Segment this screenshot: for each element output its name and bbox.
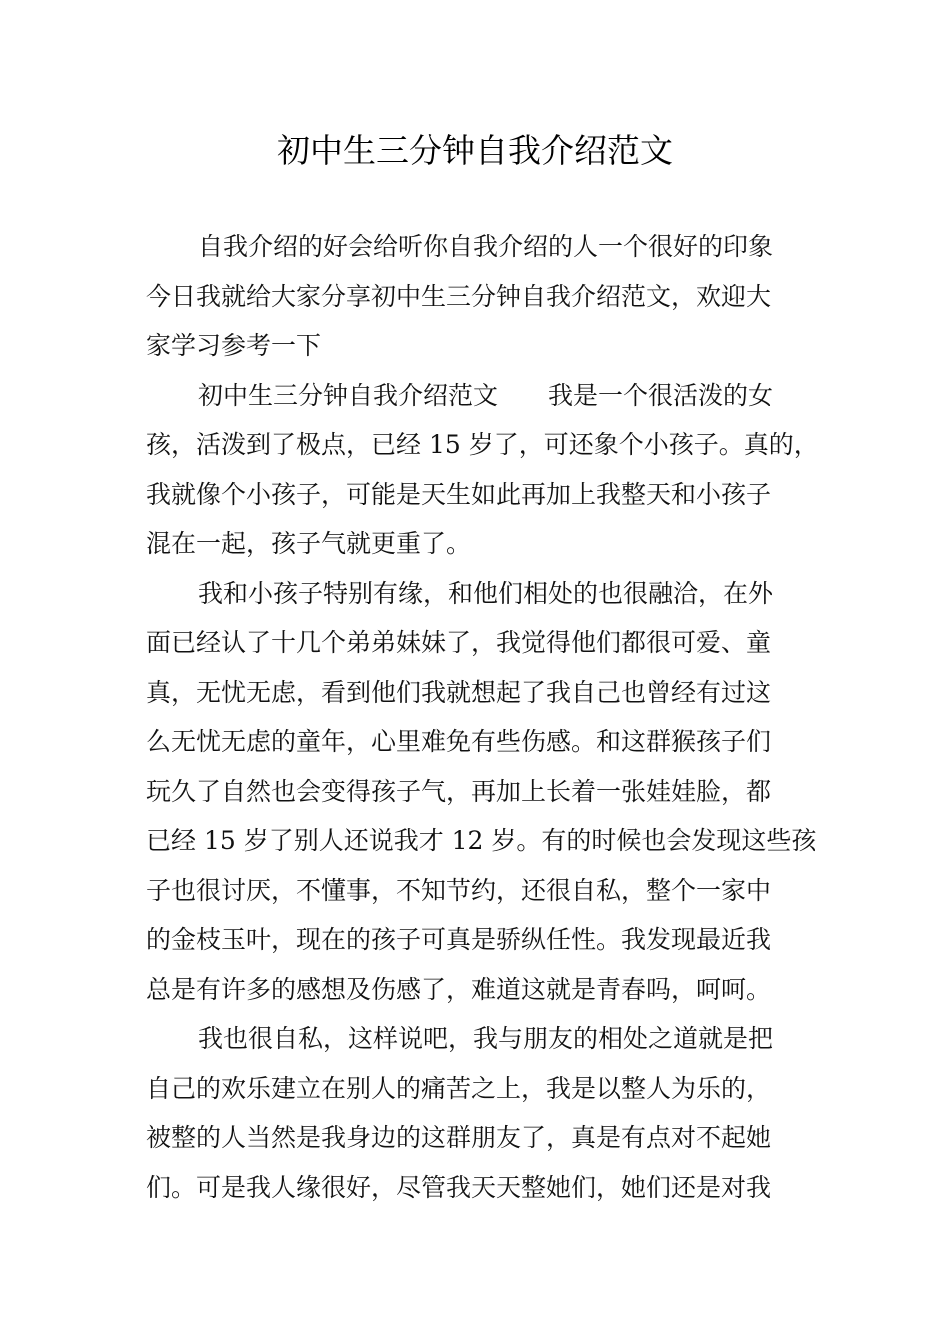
text-line: 玩久了自然也会变得孩子气，再加上长着一张娃娃脸，都	[146, 776, 772, 806]
document-title: 初中生三分钟自我介绍范文	[277, 131, 673, 170]
text-line: 孩，活泼到了极点，已经 15 岁了，可还象个小孩子。真的，	[146, 430, 819, 459]
text-line: 总是有许多的感想及伤感了，难道这就是青春吗，呵呵。	[146, 974, 772, 1004]
text-line: 的金枝玉叶，现在的孩子可真是骄纵任性。我发现最近我	[146, 925, 772, 954]
text-line: 自己的欢乐建立在别人的痛苦之上，我是以整人为乐的，	[146, 1073, 772, 1103]
text-line: 面已经认了十几个弟弟妹妹了，我觉得他们都很可爱、童	[146, 628, 772, 657]
text-line: 已经 15 岁了别人还说我才 12 岁。有的时候也会发现这些孩	[146, 826, 817, 855]
text-line: 家学习参考一下	[146, 331, 322, 360]
text-line: 我就像个小孩子，可能是天生如此再加上我整天和小孩子	[146, 479, 772, 509]
text-line: 初中生三分钟自我介绍范文 我是一个很活泼的女	[198, 380, 774, 410]
text-line: 我也很自私，这样说吧，我与朋友的相处之道就是把	[198, 1024, 774, 1053]
text-line: 自我介绍的好会给听你自我介绍的人一个很好的印象	[198, 232, 774, 261]
text-line: 我和小孩子特别有缘，和他们相处的也很融洽，在外	[198, 578, 774, 608]
text-line: 真，无忧无虑，看到他们我就想起了我自己也曾经有过这	[146, 677, 772, 707]
text-line: 今日我就给大家分享初中生三分钟自我介绍范文，欢迎大	[146, 281, 772, 311]
text-line: 混在一起，孩子气就更重了。	[146, 529, 472, 558]
text-line: 被整的人当然是我身边的这群朋友了，真是有点对不起她	[146, 1123, 772, 1152]
text-line: 子也很讨厌，不懂事，不知节约，还很自私，整个一家中	[146, 875, 772, 905]
text-line: 们。可是我人缘很好，尽管我天天整她们，她们还是对我	[146, 1172, 772, 1202]
document-body	[146, 222, 819, 1212]
text-line: 么无忧无虑的童年，心里难免有些伤感。和这群猴孩子们	[146, 727, 772, 756]
